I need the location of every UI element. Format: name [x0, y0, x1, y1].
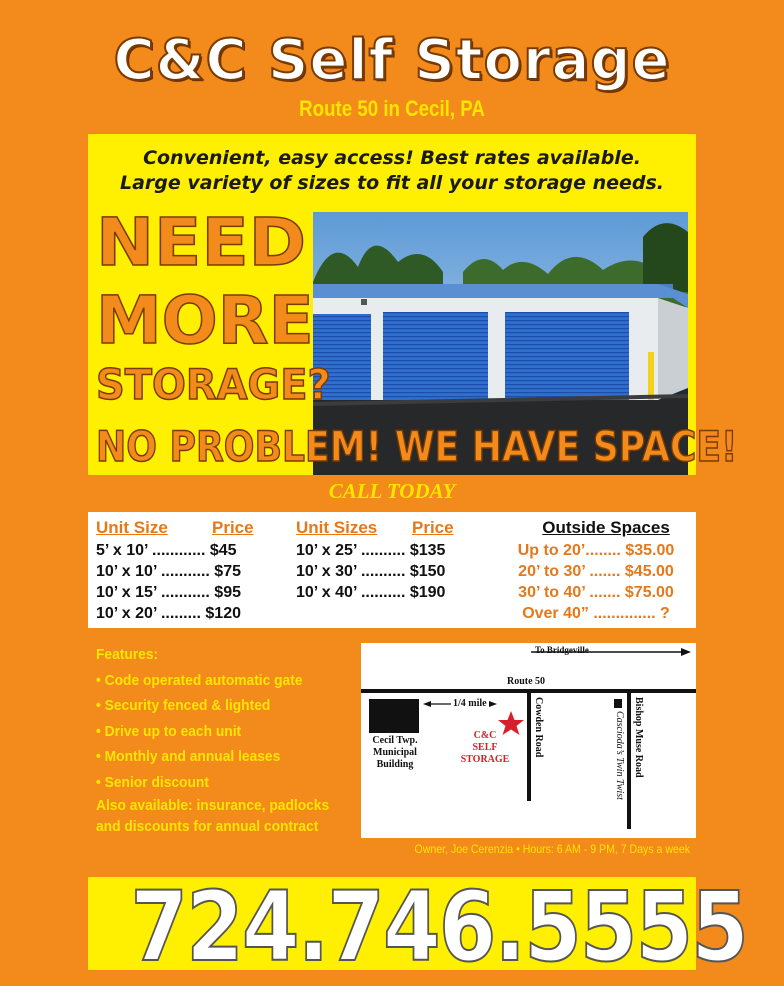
tagline-line-1: Convenient, easy access! Best rates available. — [143, 147, 641, 169]
building-label-line: Cecil Twp. — [372, 735, 418, 746]
price-row: 10’ x 10’ ........... $75 — [96, 563, 241, 580]
storage-label-line: SELF — [472, 742, 498, 753]
headline-storage: STORAGE? — [96, 360, 331, 409]
feature-item: • Drive up to each unit — [96, 722, 242, 740]
storage-location-label — [453, 730, 517, 766]
price-row: 5’ x 10’ ............ $45 — [96, 542, 237, 559]
pricing-header — [296, 518, 496, 540]
price-row: Over 40” .............. ? — [522, 605, 670, 622]
quarter-mile-label: 1/4 mile — [453, 698, 487, 709]
tagline-line-2: Large variety of sizes to fit all your storage needs. — [119, 172, 665, 194]
to-bridgeville-label: To Bridgeville — [535, 645, 589, 655]
cowden-road-label: Cowden Road — [533, 697, 544, 758]
feature-item: • Monthly and annual leases — [96, 748, 281, 765]
bishop-muse-road-label: Bishop Muse Road — [633, 697, 644, 778]
business-title: C&C Self Storage — [113, 28, 671, 93]
headline-more: MORE — [96, 282, 314, 359]
call-today: CALL TODAY — [328, 479, 456, 503]
storage-label-line: STORAGE — [460, 754, 510, 765]
building-label-line: Municipal — [373, 747, 417, 758]
headline-need: NEED — [96, 204, 307, 281]
price-header: Price — [412, 518, 454, 537]
storage-label-line: C&C — [473, 730, 497, 741]
tagline — [88, 146, 696, 196]
price-row: 30’ to 40’ ....... $75.00 — [518, 584, 674, 601]
price-row: Up to 20’........ $35.00 — [517, 542, 675, 559]
also-available-line-1: Also available: insurance, padlocks — [96, 797, 330, 814]
pricing-column-outside — [498, 518, 694, 624]
features-list — [96, 642, 366, 837]
price-header: Price — [212, 518, 254, 537]
price-row: 10’ x 25’ .......... $135 — [296, 542, 446, 559]
pricing-header — [96, 518, 276, 540]
pricing-column-1 — [96, 518, 276, 624]
building-label-line: Building — [376, 759, 414, 770]
price-row: 10’ x 30’ .......... $150 — [296, 563, 446, 580]
features-heading: Features: — [96, 646, 159, 663]
business-location: Route 50 in Cecil, PA — [299, 96, 485, 121]
feature-item: • Code operated automatic gate — [96, 671, 303, 689]
feature-item: • Security fenced & lighted — [96, 697, 271, 714]
phone-panel — [88, 871, 748, 983]
headline-no-problem: NO PROBLEM! WE HAVE SPACE! — [96, 422, 738, 471]
outside-spaces-header: Outside Spaces — [542, 518, 670, 537]
twin-twist-label: Cascioda’s Twin Twist — [614, 711, 625, 800]
unit-size-header: Unit Size — [96, 518, 168, 537]
also-available-line-2: and discounts for annual contract — [96, 818, 319, 835]
price-row: 10’ x 20’ ......... $120 — [96, 605, 241, 622]
phone-number: 724.746.5555 — [130, 871, 748, 983]
location-map — [361, 643, 696, 838]
unit-sizes-header: Unit Sizes — [296, 518, 378, 537]
route-50-label: Route 50 — [507, 676, 546, 687]
price-row: 20’ to 30’ ....... $45.00 — [518, 563, 674, 580]
owner-hours: Owner, Joe Cerenzia • Hours: 6 AM - 9 PM, 7 Days a week — [414, 842, 690, 856]
price-row: 10’ x 40’ .......... $190 — [296, 584, 446, 601]
pricing-column-2 — [296, 518, 496, 603]
price-row: 10’ x 15’ ........... $95 — [96, 584, 241, 601]
ad-panel — [88, 134, 738, 475]
municipal-building-label — [363, 735, 427, 771]
feature-item: • Senior discount — [96, 773, 209, 791]
pricing-table — [88, 512, 696, 628]
